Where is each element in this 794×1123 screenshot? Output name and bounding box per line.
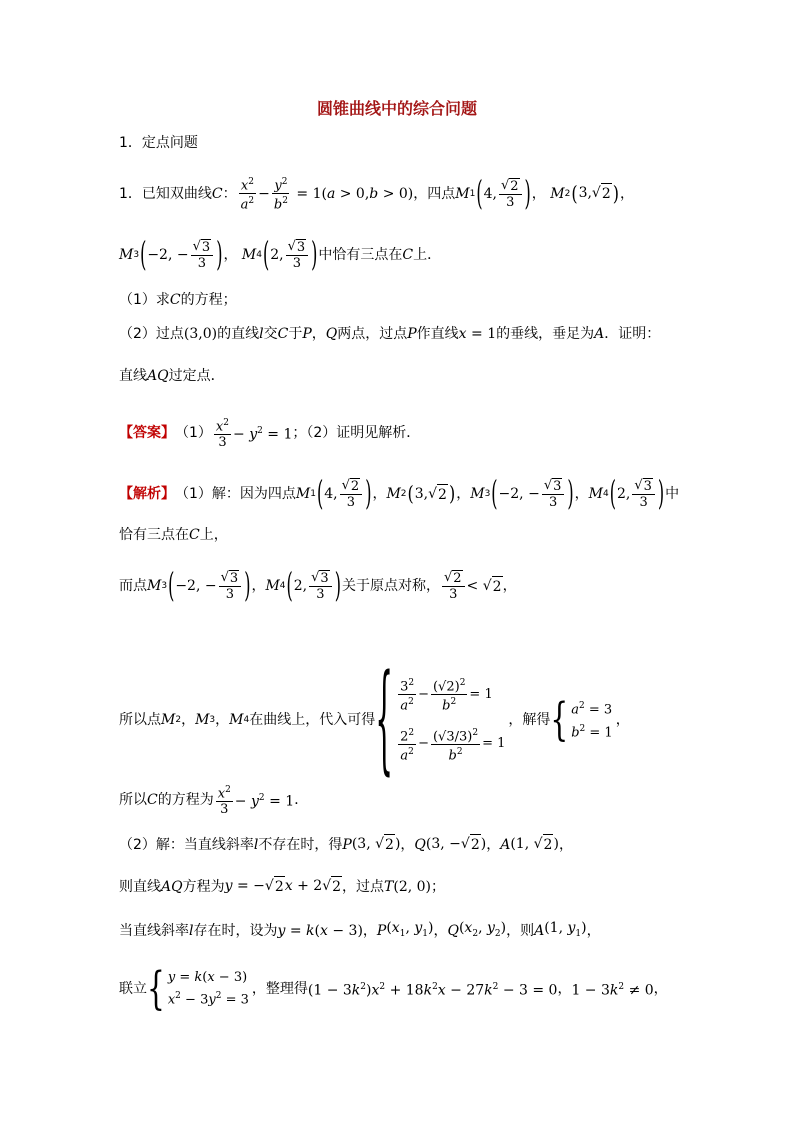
analysis-line-6: （2）解：当直线斜率 l 不存在时，得 P (3, √ 2 ) ， Q (3, −√ 2 ) ， A (1, √ 2 ) ， <box>119 836 573 853</box>
answer-line: 【答案】 （1） $\frac{x^2}{3}$ − $y^2 = 1$ ；（2）证明见解析． <box>119 418 421 451</box>
section-heading: 1．定点问题 <box>119 135 198 151</box>
analysis-line-4: 所以点 M 2 ， M 3 ， M 4 在曲线上，代入可得 { $\frac{3^2}{a^2}$ − $\frac{(√2)^2}{b^2}$ = 1 $\frac{2^2}{a^2}$ − $\frac{(√3/3)^2}{b^2}$ = 1 ，解得 { $a^2 = 3$ $b^2 = 1$ ， <box>119 648 630 787</box>
page-title: 圆锥曲线中的综合问题 <box>316 99 477 118</box>
question-2-continued: 直线 AQ 过定点． <box>119 368 225 384</box>
analysis-line-2: 恰有三点在 C 上， <box>119 527 228 543</box>
analysis-line-3: 而点 M 3 ( −2, − √ 3 3 ) ， M 4 ( 2, √ 3 3 ) 关于原点对称， √ 2 3 < √ 2 ， <box>119 565 517 605</box>
problem-statement-line-1: 1．已知双曲线 C ： $\frac{x^2}{a^2}$ − $\frac{y^2}{b^2}$ = 1(a > 0,b > 0) ，四点 M 1 ( 4, √ 2 3 ) ， M 2 ( 3,√ 2 ) ， <box>119 172 635 213</box>
analysis-line-8: 当直线斜率 l 存在时，设为 y = k(x − 3) ， P ($x_1$, $y_1$) ， Q ($x_2$, $y_2$) ，则 A (1, $y_1$) ， <box>119 920 601 939</box>
answer-tag: 【答案】 <box>119 425 175 442</box>
analysis-line-5: 所以 C 的方程为 $\frac{x^2}{3}$ − $y^2 = 1$ ． <box>119 785 309 818</box>
question-1: （1）求 C 的方程； <box>119 292 237 308</box>
analysis-line-9: 联立 { y = k(x − 3) $x^2 - 3y^2 = 3$ ，整理得 $(1 - 3k^2)x^2 + 18k^2x - 27k^2 - 3 = 0$ ， $1 - 3k^2 \ne 0$ ， <box>119 961 668 1015</box>
analysis-tag: 【解析】 <box>119 486 175 502</box>
problem-statement-line-2: M 3 ( −2, − √ 3 3 ) ， M 4 ( 2, √ 3 3 ) 中恰有三点在 C 上． <box>119 234 442 274</box>
analysis-line-7: 则直线 AQ 方程为 y = −√ 2 x + 2√ 2 ，过点 T (2, 0) ； <box>119 878 446 895</box>
question-2: （2）过点 (3,0) 的直线 l 交 C 于 P ， Q 两点，过点 P 作直线 x = 1 的垂线，垂足为 A ．证明： <box>119 326 661 342</box>
analysis-line-1: 【解析】 （1）解：因为四点 M 1 ( 4, √ 2 3 ) ， M 2 ( 3,√ 2 ) ， M 3 ( −2, − √ 3 3 ) ， M 4 ( 2, √ 3 3 ) 中 <box>119 473 680 513</box>
